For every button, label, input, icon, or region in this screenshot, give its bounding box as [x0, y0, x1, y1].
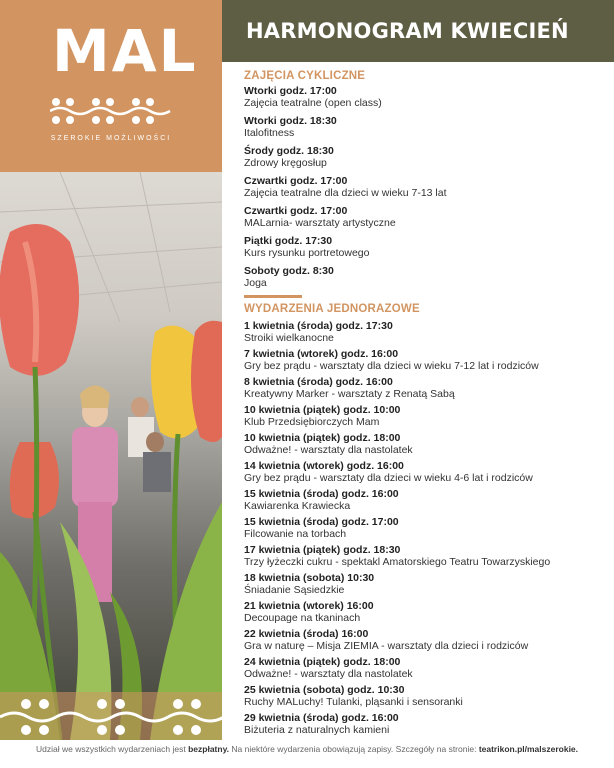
item-title: Trzy łyżeczki cukru - spektakl Amatorskiego Teatru Towarzyskiego	[244, 556, 551, 568]
item-time: 18 kwietnia (sobota) 10:30	[244, 572, 375, 584]
list-item	[244, 205, 606, 229]
list-item	[244, 572, 606, 596]
folk-pattern-icon	[50, 96, 174, 126]
cyclic-list	[244, 85, 606, 289]
brand-panel	[0, 0, 222, 172]
item-title: Italofitness	[244, 127, 295, 139]
item-time: 24 kwietnia (piątek) godz. 18:00	[244, 656, 401, 668]
list-item	[244, 516, 606, 540]
footer-link[interactable]: teatrikon.pl/malszerokie.	[478, 744, 579, 754]
item-time: Soboty godz. 8:30	[244, 265, 334, 277]
list-item	[244, 145, 606, 169]
item-time: Piątki godz. 17:30	[244, 235, 333, 247]
item-time: 7 kwietnia (wtorek) godz. 16:00	[244, 348, 399, 360]
cyclic-section-title: ZAJĘCIA CYKLICZNE	[244, 70, 366, 82]
list-item	[244, 175, 606, 199]
item-title: Joga	[244, 277, 267, 289]
list-item	[244, 348, 606, 372]
list-item	[244, 432, 606, 456]
item-title: Zdrowy kręgosłup	[244, 157, 327, 169]
item-time: 17 kwietnia (piątek) godz. 18:30	[244, 544, 401, 556]
item-title: Biżuteria z naturalnych kamieni	[244, 724, 390, 736]
item-title: Kawiarenka Krawiecka	[244, 500, 351, 512]
left-column	[0, 0, 222, 740]
item-title: Filcowanie na torbach	[244, 528, 347, 540]
item-time: Czwartki godz. 17:00	[244, 175, 348, 187]
footer-note	[0, 744, 614, 754]
item-title: Zajęcia teatralne dla dzieci w wieku 7-13 lat	[244, 187, 447, 199]
brand-tagline: SZEROKIE MOŻLIWOŚCI	[50, 135, 172, 142]
item-title: Odważne! - warsztaty dla nastolatek	[244, 444, 413, 456]
item-time: 15 kwietnia (środa) godz. 17:00	[244, 516, 399, 528]
mal-logo: MAL	[52, 17, 198, 85]
section-divider	[244, 295, 302, 298]
item-title: Śniadanie Sąsiedzkie	[244, 584, 345, 596]
item-time: 15 kwietnia (środa) godz. 16:00	[244, 488, 399, 500]
list-item	[244, 265, 606, 289]
item-time: 22 kwietnia (środa) 16:00	[244, 628, 369, 640]
photo-pattern-icon	[0, 692, 222, 740]
item-time: 8 kwietnia (środa) godz. 16:00	[244, 376, 393, 388]
list-item	[244, 460, 606, 484]
list-item	[244, 684, 606, 708]
item-time: 10 kwietnia (piątek) godz. 10:00	[244, 404, 401, 416]
item-time: 29 kwietnia (środa) godz. 16:00	[244, 712, 399, 724]
item-title: Decoupage na tkaninach	[244, 612, 361, 624]
item-title: Kreatywny Marker - warsztaty z Renatą Sabą	[244, 388, 455, 400]
list-item	[244, 85, 606, 109]
item-time: Środy godz. 18:30	[244, 145, 334, 157]
list-item	[244, 628, 606, 652]
list-item	[244, 600, 606, 624]
footer-free: bezpłatny.	[188, 744, 230, 754]
list-item	[244, 488, 606, 512]
item-title: Klub Przedsiębiorczych Mam	[244, 416, 380, 428]
list-item	[244, 404, 606, 428]
item-time: 10 kwietnia (piątek) godz. 18:00	[244, 432, 401, 444]
oneoff-section-title: WYDARZENIA JEDNORAZOWE	[244, 303, 420, 315]
item-title: Gry bez prądu - warsztaty dla dzieci w wieku 4-6 lat i rodziców	[244, 472, 533, 484]
item-title: MALarnia- warsztaty artystyczne	[244, 217, 396, 229]
item-time: 25 kwietnia (sobota) godz. 10:30	[244, 684, 405, 696]
page-title: HARMONOGRAM KWIECIEŃ	[246, 19, 569, 43]
item-title: Stroiki wielkanocne	[244, 332, 334, 344]
oneoff-list	[244, 320, 606, 736]
item-time: 1 kwietnia (środa) godz. 17:30	[244, 320, 393, 332]
item-time: 14 kwietnia (wtorek) godz. 16:00	[244, 460, 404, 472]
item-title: Kurs rysunku portretowego	[244, 247, 370, 259]
item-title: Zajęcia teatralne (open class)	[244, 97, 382, 109]
list-item	[244, 376, 606, 400]
footer-middle: Na niektóre wydarzenia obowiązują zapisy. Szczegóły na stronie:	[229, 744, 479, 754]
item-time: 21 kwietnia (wtorek) 16:00	[244, 600, 374, 612]
schedule-content	[244, 70, 606, 740]
item-time: Wtorki godz. 17:00	[244, 85, 337, 97]
item-time: Wtorki godz. 18:30	[244, 115, 337, 127]
item-time: Czwartki godz. 17:00	[244, 205, 348, 217]
item-title: Ruchy MALuchy! Tulanki, pląsanki i sensoranki	[244, 696, 463, 708]
photo-illustration	[0, 172, 222, 740]
list-item	[244, 544, 606, 568]
item-title: Gry bez prądu - warsztaty dla dzieci w wieku 7-12 lat i rodziców	[244, 360, 539, 372]
item-title: Odważne! - warsztaty dla nastolatek	[244, 668, 413, 680]
list-item	[244, 656, 606, 680]
list-item	[244, 115, 606, 139]
list-item	[244, 712, 606, 736]
footer-prefix: Udział we wszystkich wydarzeniach jest	[35, 744, 189, 754]
item-title: Gra w naturę – Misja ZIEMIA - warsztaty dla dzieci i rodziców	[244, 640, 529, 652]
list-item	[244, 320, 606, 344]
tulips-photo	[0, 172, 222, 740]
list-item	[244, 235, 606, 259]
